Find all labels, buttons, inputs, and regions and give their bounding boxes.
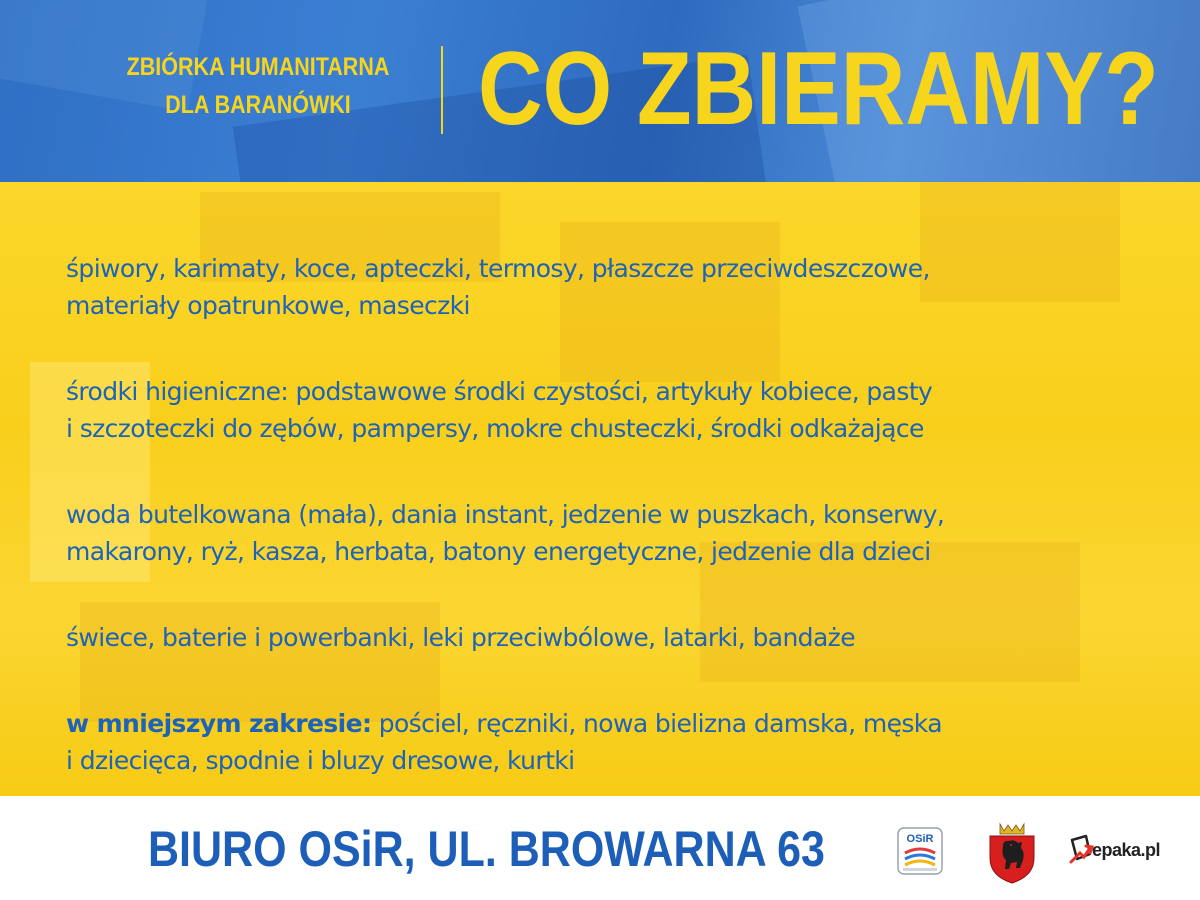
list-item [66,496,1166,570]
item-list [66,250,1166,828]
epaka-logo-text: epaka.pl [1092,840,1161,860]
list-item [66,705,1166,779]
event-title-line: DLA BARANÓWKI [165,91,351,119]
item-line: i szczoteczki do zębów, pampersy, mokre chusteczki, środki odkażające [66,414,924,443]
item-line: śpiwory, karimaty, koce, apteczki, termosy, płaszcze przeciwdeszczowe, [66,254,930,283]
item-line: świece, baterie i powerbanki, leki przeciwbólowe, latarki, bandaże [66,623,855,652]
osir-logo-text: OSiR [906,833,934,845]
item-line: materiały opatrunkowe, maseczki [66,291,470,320]
item-line: makarony, ryż, kasza, herbata, batony energetyczne, jedzenie dla dzieci [66,537,931,566]
title-divider [441,46,443,134]
event-title-line: ZBIÓRKA HUMANITARNA [126,53,390,81]
item-text: pościel, ręczniki, nowa bielizna damska, męska [371,709,942,738]
list-item [66,373,1166,447]
bear-crest-icon [987,822,1037,884]
item-line: woda butelkowana (mała), dania instant, jedzenie w puszkach, konserwy, [66,500,945,529]
item-highlight: w mniejszym zakresie: [66,709,372,738]
list-item [66,619,1166,656]
event-title [112,48,404,124]
item-line: i dziecięca, spodnie i bluzy dresowe, kurtki [66,746,575,775]
main-title: CO ZBIERAMY? [478,31,1159,147]
item-line [66,705,1166,742]
list-item [66,250,1166,324]
item-line: środki higieniczne: podstawowe środki czystości, artykuły kobiece, pasty [66,377,933,406]
osir-logo-icon [897,827,943,875]
address: BIURO OSiR, UL. BROWARNA 63 [148,821,825,877]
